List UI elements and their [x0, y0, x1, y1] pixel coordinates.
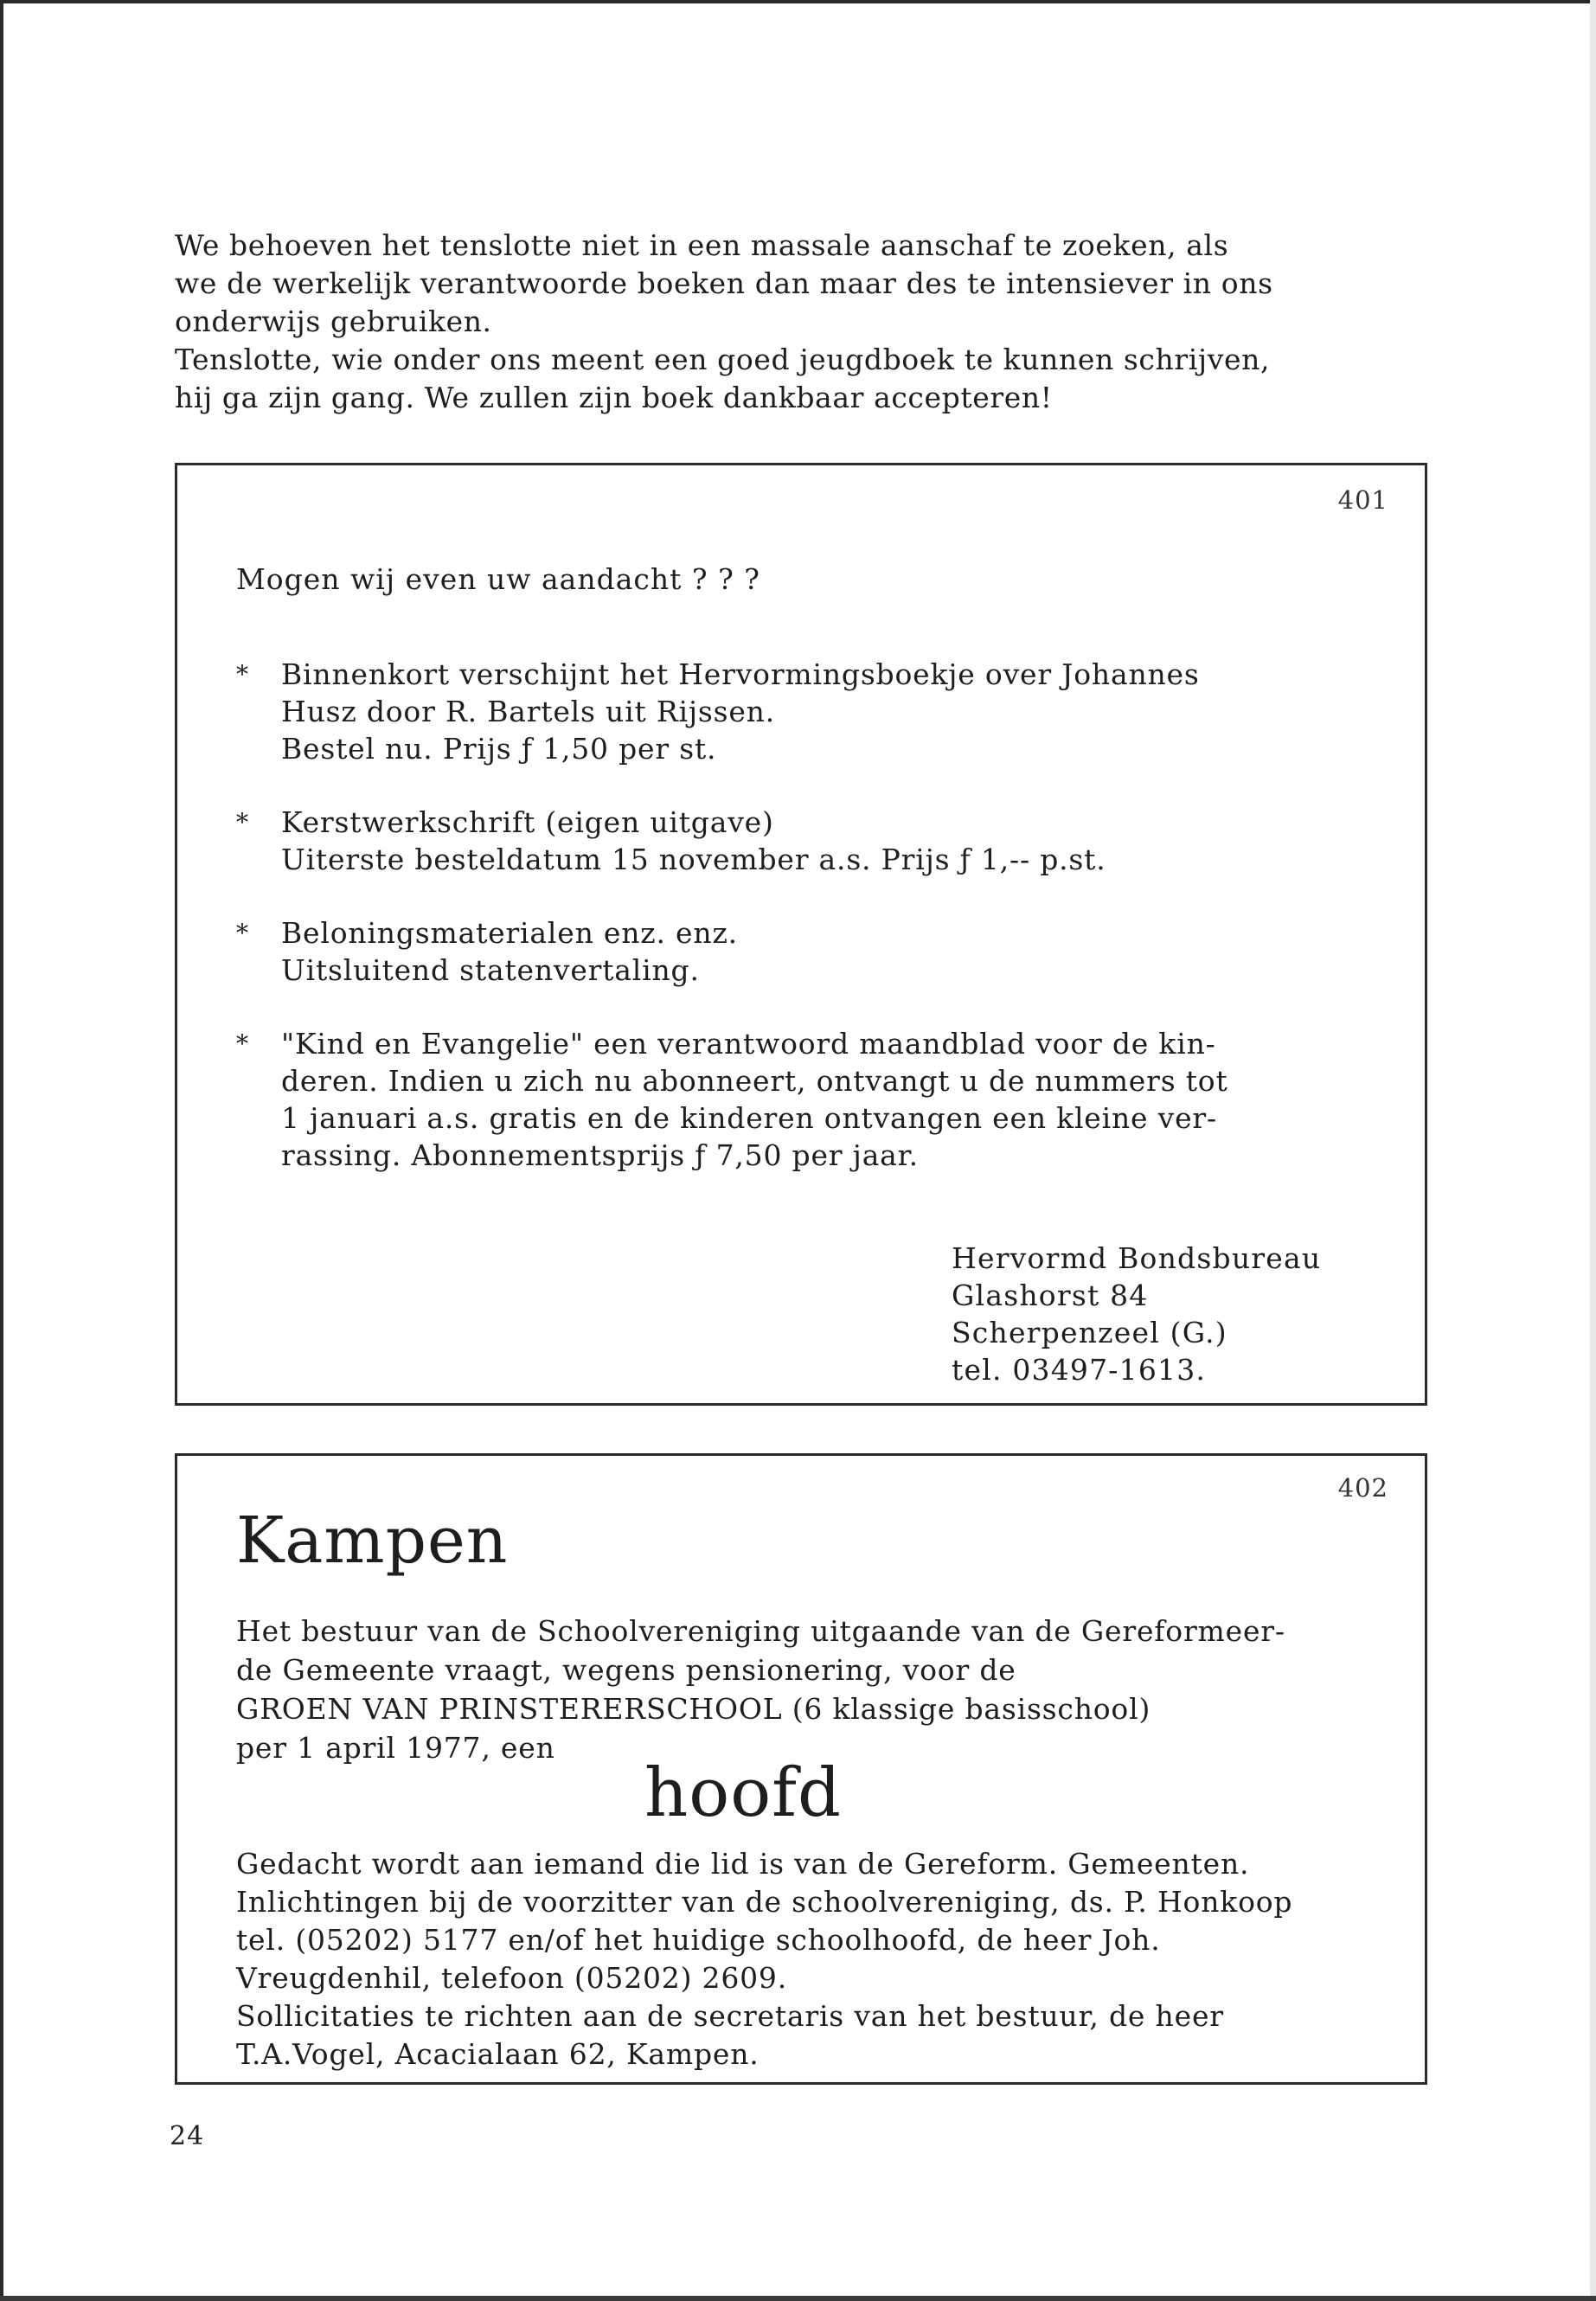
notice-item: [236, 1025, 1395, 1174]
vacancy-line: Inlichtingen bij de voorzitter van de schoolvereniging, ds. P. Honkoop: [236, 1885, 1293, 1919]
intro-line: we de werkelijk verantwoorde boeken dan maar des te intensiever in ons: [175, 266, 1273, 300]
advert-number: 401: [1337, 485, 1388, 515]
asterisk-bullet-icon: *: [236, 660, 249, 689]
scan-edge-left: [0, 0, 3, 2301]
asterisk-bullet-icon: *: [236, 1029, 249, 1058]
intro-line: Tenslotte, wie onder ons meent een goed jeugdboek te kunnen schrijven,: [175, 343, 1271, 376]
vacancy-intro: [236, 1612, 1395, 1767]
vacancy-line: Sollicitaties te richten aan de secretaris van het bestuur, de heer: [236, 1999, 1224, 2033]
address-line: Scherpenzeel (G.): [952, 1316, 1227, 1349]
advert-heading: Mogen wij even uw aandacht ? ? ?: [236, 562, 760, 596]
vacancy-position: hoofd: [644, 1754, 842, 1832]
notice-line: Kerstwerkschrift (eigen uitgave): [281, 805, 774, 839]
address-line: Glashorst 84: [952, 1279, 1149, 1312]
vacancy-line: per 1 april 1977, een: [236, 1731, 555, 1765]
notice-line: Husz door R. Bartels uit Rijssen.: [281, 695, 775, 728]
vacancy-line: de Gemeente vraagt, wegens pensionering, voor de: [236, 1653, 1016, 1687]
intro-line: We behoeven het tenslotte niet in een massale aanschaf te zoeken, als: [175, 228, 1229, 262]
vacancy-line: GROEN VAN PRINSTERERSCHOOL (6 klassige basisschool): [236, 1692, 1151, 1726]
notice-line: Bestel nu. Prijs ƒ 1,50 per st.: [281, 732, 717, 766]
advert-box-402: [175, 1453, 1427, 2085]
intro-line: onderwijs gebruiken.: [175, 304, 492, 338]
vacancy-line: Vreugdenhil, telefoon (05202) 2609.: [236, 1961, 788, 1995]
notice-line: Uiterste besteldatum 15 november a.s. Prijs ƒ 1,-- p.st.: [281, 843, 1106, 876]
sender-address: [952, 1240, 1321, 1388]
notice-item: [236, 914, 1395, 989]
vacancy-line: T.A.Vogel, Acacialaan 62, Kampen.: [236, 2037, 760, 2071]
notice-line: Beloningsmaterialen enz. enz.: [281, 916, 738, 950]
vacancy-line: Het bestuur van de Schoolvereniging uitgaande van de Gereformeer-: [236, 1614, 1285, 1648]
advert-number: 402: [1337, 1473, 1388, 1503]
scan-edge-bottom: [0, 2296, 1596, 2301]
vacancy-line: Gedacht wordt aan iemand die lid is van de Gereform. Gemeenten.: [236, 1847, 1250, 1881]
vacancy-details: [236, 1845, 1430, 2073]
notice-line: "Kind en Evangelie" een verantwoord maandblad voor de kin-: [281, 1027, 1216, 1061]
notice-item: [236, 804, 1395, 878]
notice-line: 1 januari a.s. gratis en de kinderen ontvangen een kleine ver-: [281, 1101, 1217, 1135]
scan-edge-top: [0, 0, 1596, 3]
intro-line: hij ga zijn gang. We zullen zijn boek dankbaar accepteren!: [175, 381, 1053, 414]
notice-item: [236, 656, 1395, 767]
vacancy-line: tel. (05202) 5177 en/of het huidige schoolhoofd, de heer Joh.: [236, 1923, 1161, 1957]
address-line: tel. 03497-1613.: [952, 1353, 1207, 1387]
advert-box-401: [175, 463, 1427, 1406]
notice-line: Uitsluitend statenvertaling.: [281, 953, 700, 987]
advert-title: Kampen: [236, 1503, 509, 1578]
notice-line: rassing. Abonnementsprijs ƒ 7,50 per jaar.: [281, 1138, 919, 1172]
notice-list: [236, 656, 1395, 1174]
asterisk-bullet-icon: *: [236, 808, 249, 836]
notice-line: deren. Indien u zich nu abonneert, ontvangt u de nummers tot: [281, 1064, 1228, 1098]
page-number: 24: [170, 2121, 205, 2151]
intro-paragraph: [175, 227, 1438, 417]
scan-edge-right: [1590, 0, 1596, 2301]
notice-line: Binnenkort verschijnt het Hervormingsboekje over Johannes: [281, 657, 1200, 691]
address-line: Hervormd Bondsbureau: [952, 1241, 1322, 1275]
asterisk-bullet-icon: *: [236, 919, 249, 947]
